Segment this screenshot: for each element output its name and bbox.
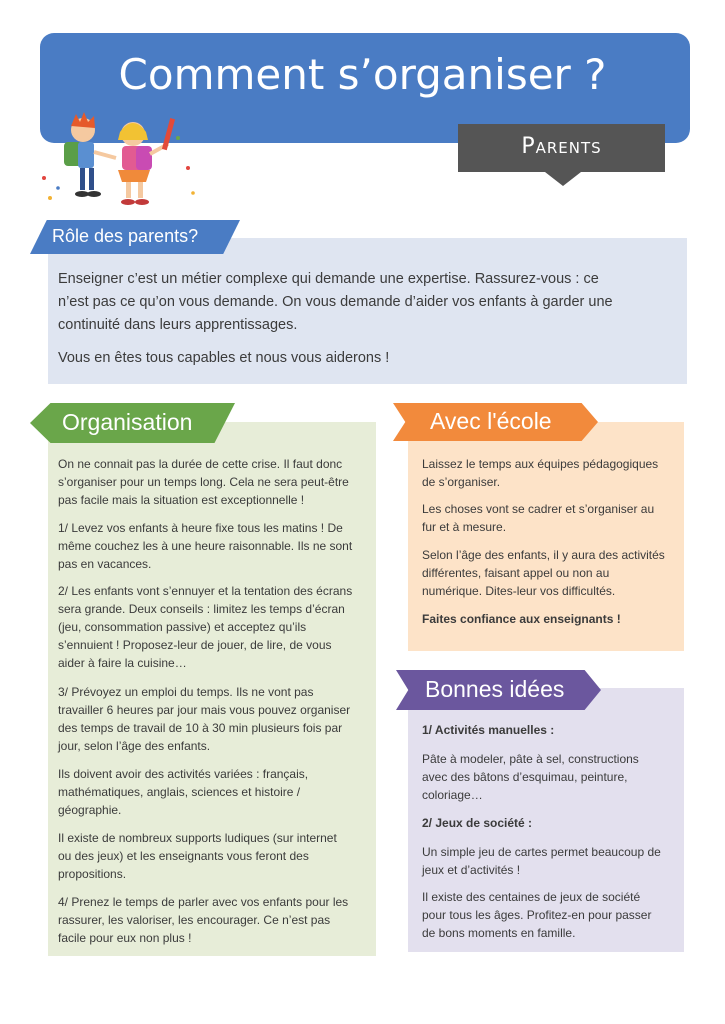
ecole-paragraph-1: Laissez le temps aux équipes pédagogiques de s’organiser. [422,457,659,489]
idees-activities-text: Pâte à modeler, pâte à sel, constructions avec des bâtons d’esquimau, peinture, coloriage… [422,752,639,802]
organisation-point-4: 4/ Prenez le temps de parler avec vos enfants pour les rassurer, les valoriser, les encourager. Ce n’est pas facile pour eux non plus ! [58,895,349,945]
role-paragraph-1-line-1: Enseigner c’est un métier complexe qui demande une expertise. Rassurez-vous : ce [58,271,599,287]
children-with-backpacks-illustration [38,108,198,220]
idees-activities-title: 1/ Activités manuelles : [422,723,555,737]
role-paragraph-1-line-2: n’est pas ce qu’on vous demande. On vous demande d’aider vos enfants à garder une [58,294,613,310]
organisation-point-2: 2/ Les enfants vont s’ennuyer et la tentation des écrans sera grande. Deux conseils : limitez les temps d’écran (jeu, consommation passive) et acceptez qu’ils s’ennuient ! Proposez-leur de jouer, de lire, de vous aider à faire la cuisine… [58,584,353,670]
organisation-point-1: 1/ Levez vos enfants à heure fixe tous les matins ! De même couchez les à une heure raisonnable. Ils ne sont pas en vacances. [58,521,353,571]
ecole-paragraph-3: Selon l’âge des enfants, il y aura des activités différentes, faisant appel ou non au numérique. Dites-leur vos difficultés. [422,548,665,598]
role-paragraph-2: Vous en êtes tous capables et nous vous aiderons ! [58,350,390,366]
ecole-paragraph-2: Les choses vont se cadrer et s’organiser au fur et à mesure. [422,502,655,534]
organisation-activities: Ils doivent avoir des activités variées : français, mathématiques, anglais, sciences et histoire / géographie. [58,767,309,817]
page-title: Comment s’organiser ? [118,50,607,99]
ecole-heading: Avec l'école [430,408,552,434]
role-paragraph-1-line-3: continuité dans leurs apprentissages. [58,317,298,333]
parents-label-arrow [545,172,581,186]
idees-heading: Bonnes idées [425,676,565,702]
idees-games-title: 2/ Jeux de société : [422,816,533,830]
organisation-heading: Organisation [62,409,193,435]
idees-games-more: Il existe des centaines de jeux de société pour tous les âges. Profitez-en pour passer de bons moments en famille. [422,890,652,940]
idees-games-text: Un simple jeu de cartes permet beaucoup de jeux et d’activités ! [422,845,661,877]
role-heading: Rôle des parents? [52,226,199,246]
organisation-supports: Il existe de nombreux supports ludiques (sur internet ou des jeux) et les enseignants vous feront des propositions. [58,831,337,881]
organisation-intro: On ne connait pas la durée de cette crise. Il faut donc s’organiser pour un temps long. Cela ne sera peut-être pas facile mais la situation est exceptionnelle ! [58,457,349,507]
ecole-emphasis: Faites confiance aux enseignants ! [422,612,621,626]
parents-label: Parents [521,134,602,159]
organisation-point-3: 3/ Prévoyez un emploi du temps. Ils ne vont pas travailler 6 heures par jour mais vous pouvez organiser des temps de travail de 10 à 30 min plusieurs fois par jour, selon l’âge des enfants. [58,685,351,753]
